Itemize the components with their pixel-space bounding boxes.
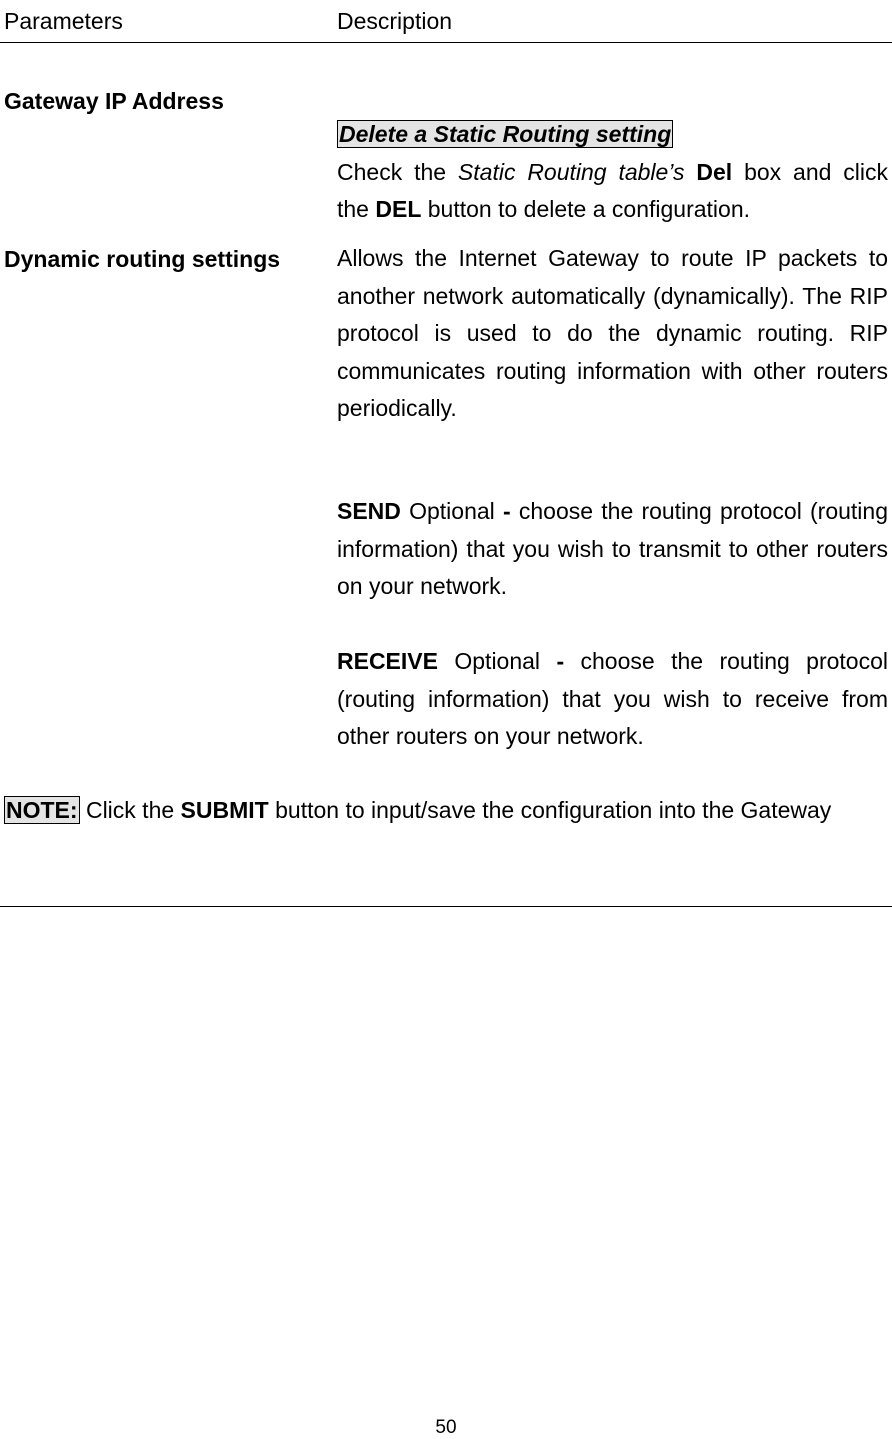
param-dynamic-routing-settings: Dynamic routing settings bbox=[4, 246, 281, 272]
page-number: 50 bbox=[435, 1417, 457, 1438]
column-header-parameters: Parameters bbox=[4, 8, 123, 34]
del-button-term: DEL bbox=[375, 196, 422, 222]
del-term: Del bbox=[696, 158, 733, 185]
send-text: Optional bbox=[400, 498, 503, 524]
param-gateway-ip-address: Gateway IP Address bbox=[4, 88, 224, 114]
gateway-description bbox=[337, 116, 888, 229]
note-label: NOTE: bbox=[6, 797, 78, 823]
gateway-text: button to delete a configuration. bbox=[421, 196, 751, 222]
gateway-text: the bbox=[337, 196, 376, 222]
static-routing-table-term: Static Routing table’s bbox=[457, 158, 685, 185]
gateway-desc-line-2 bbox=[337, 191, 888, 229]
delete-static-routing-heading bbox=[337, 116, 888, 154]
gateway-text: Check the bbox=[337, 158, 458, 185]
gateway-desc-line-1 bbox=[337, 154, 888, 192]
receive-dash: - bbox=[556, 648, 565, 674]
send-option-description bbox=[337, 493, 888, 606]
receive-text: Optional bbox=[437, 648, 557, 674]
delete-heading-label: Delete a Static Routing setting bbox=[339, 121, 672, 147]
send-text: choose the routing protocol (routing information) that you wish to transmit to other routers on your network. bbox=[337, 498, 888, 599]
send-dash: - bbox=[503, 498, 511, 524]
dynamic-routing-description: Allows the Internet Gateway to route IP packets to another network automatically (dynamically). The RIP protocol is used to do the dynamic routing. RIP communicates routing information with other routers periodically. bbox=[337, 245, 888, 421]
header-rule bbox=[0, 42, 892, 43]
receive-option-description bbox=[337, 643, 888, 756]
column-header-description: Description bbox=[337, 8, 453, 34]
note-text: Click the bbox=[79, 797, 181, 823]
send-term: SEND bbox=[337, 498, 401, 524]
note-text: button to input/save the configuration into the Gateway bbox=[268, 797, 832, 823]
submit-term: SUBMIT bbox=[180, 797, 269, 823]
receive-text: choose the routing protocol (routing information) that you wish to receive from other routers on your network. bbox=[337, 648, 888, 749]
gateway-text: box and click bbox=[732, 158, 888, 185]
receive-term: RECEIVE bbox=[337, 648, 438, 674]
note-paragraph bbox=[4, 792, 888, 830]
footer-rule bbox=[0, 906, 892, 907]
